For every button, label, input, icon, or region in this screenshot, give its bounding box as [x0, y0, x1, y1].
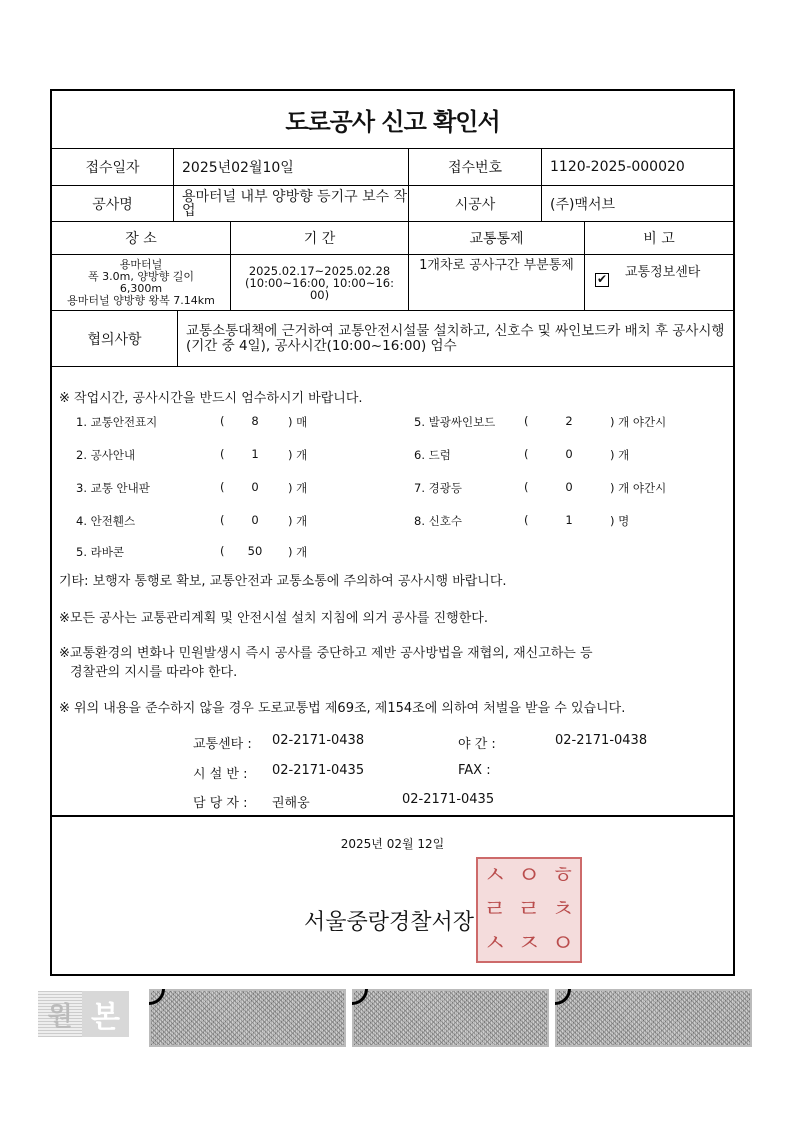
security-barcode	[555, 989, 752, 1047]
item-label: 8. 신호수	[414, 514, 462, 528]
remarks-value	[585, 255, 733, 311]
original-stamp-text: 본	[82, 991, 129, 1037]
item-label: 4. 안전휀스	[76, 514, 136, 528]
item-open: (	[220, 447, 225, 461]
remarks-text: 교통정보센타	[625, 265, 701, 280]
period-line: (10:00~16:00, 10:00~16:	[244, 275, 394, 290]
item-open: (	[524, 414, 529, 428]
confirmation-document	[50, 89, 735, 976]
manager-label: 담 당 자 :	[193, 796, 248, 811]
item-unit: ) 개	[288, 514, 308, 528]
place-value	[52, 255, 231, 311]
receipt-date: 2025년02월10일	[174, 149, 409, 186]
barcode-corner-icon	[149, 989, 165, 1005]
traffic-center-label: 교통센타 :	[193, 737, 252, 752]
item-label: 7. 경광등	[414, 481, 462, 495]
item-label: 3. 교통 안내판	[76, 481, 150, 495]
original-stamp-pattern: 원	[38, 991, 82, 1037]
item-unit: ) 개	[288, 481, 308, 495]
night-label: 야 간 :	[458, 737, 496, 752]
col-remarks-header: 비 고	[585, 222, 733, 255]
issuer-name: 서울중랑경찰서장	[304, 910, 475, 935]
facility-phone: 02-2171-0435	[272, 763, 365, 778]
project-name-label: 공사명	[52, 186, 174, 222]
original-stamp	[38, 991, 129, 1037]
item-value: 1	[565, 513, 573, 527]
item-open: (	[220, 414, 225, 428]
barcode-corner-icon	[555, 989, 571, 1005]
item-open: (	[524, 513, 529, 527]
official-seal-icon: ㅎ ㅇ ㅅ ㅊ ㄹ ㄹ ㅇ ㅈ ㅅ	[476, 857, 582, 963]
receipt-date-label: 접수일자	[52, 149, 174, 186]
item-value: 50	[247, 544, 263, 558]
item-value: 8	[251, 414, 259, 428]
col-place-header: 장 소	[52, 222, 231, 255]
item-value: 0	[565, 480, 573, 494]
document-title: 도로공사 신고 확인서	[52, 91, 733, 149]
item-value: 0	[251, 480, 259, 494]
notes-header: ※ 작업시간, 공사시간을 반드시 엄수하시기 바랍니다.	[59, 391, 363, 406]
traffic-control-value: 1개차로 공사구간 부분통제	[409, 255, 585, 311]
place-line: 용마터널 양방향 왕복 7.14km	[67, 293, 215, 307]
item-value: 0	[565, 447, 573, 461]
item-label: 5. 발광싸인보드	[414, 415, 496, 429]
item-unit: ) 개	[288, 545, 308, 559]
place-line: 6,300m	[119, 281, 163, 295]
item-unit: ) 명	[610, 514, 630, 528]
item-open: (	[220, 480, 225, 494]
traffic-center-phone: 02-2171-0438	[272, 733, 365, 748]
item-label: 5. 라바콘	[76, 545, 124, 559]
issue-date: 2025년 02월 12일	[340, 837, 445, 851]
barcode-corner-icon	[352, 989, 368, 1005]
manager-name: 권해웅	[272, 796, 310, 811]
contractor-label: 시공사	[409, 186, 542, 222]
period-value	[231, 255, 409, 311]
col-traffic-header: 교통통제	[409, 222, 585, 255]
period-line: 2025.02.17~2025.02.28	[248, 263, 391, 278]
item-unit: ) 매	[288, 415, 308, 429]
item-unit: ) 개	[610, 448, 630, 462]
signature-area	[52, 815, 733, 976]
fax-label: FAX :	[458, 763, 491, 778]
item-label: 1. 교통안전표지	[76, 415, 158, 429]
consult-label: 협의사항	[52, 311, 178, 367]
item-unit: ) 개 야간시	[610, 481, 667, 495]
security-barcode	[149, 989, 346, 1047]
notes-etc: 기타: 보행자 통행로 확보, 교통안전과 교통소통에 주의하여 공사시행 바랍니다.	[59, 574, 507, 589]
notes-rule-1: ※모든 공사는 교통관리계획 및 안전시설 설치 지침에 의거 공사를 진행한다.	[59, 611, 488, 626]
night-phone: 02-2171-0438	[555, 733, 648, 748]
manager-phone: 02-2171-0435	[402, 792, 495, 807]
item-label: 6. 드럼	[414, 448, 451, 462]
notes-rule-2-line-2: 경찰관의 지시를 따라야 한다.	[70, 665, 238, 680]
item-open: (	[524, 447, 529, 461]
receipt-no-label: 접수번호	[409, 149, 542, 186]
item-unit: ) 개	[288, 448, 308, 462]
place-line: 용마터널	[119, 257, 163, 271]
notes-rule-3: ※ 위의 내용을 준수하지 않을 경우 도로교통법 제69조, 제154조에 의하여 처벌을 받을 수 있습니다.	[59, 701, 626, 716]
item-value: 1	[251, 447, 259, 461]
item-value: 0	[251, 513, 259, 527]
consult-text: 교통소통대책에 근거하여 교통안전시설물 설치하고, 신호수 및 싸인보드카 배치 후 공사시행(기간 중 4일), 공사시간(10:00~16:00) 엄수	[178, 311, 733, 367]
item-unit: ) 개 야간시	[610, 415, 667, 429]
security-barcode	[352, 989, 549, 1047]
checkbox-checked-icon[interactable]: ✔	[596, 272, 608, 286]
period-line: 00)	[309, 287, 330, 302]
project-name: 용마터널 내부 양방향 등기구 보수 작업	[174, 186, 409, 222]
notes-rule-2-line-1: ※교통환경의 변화나 민원발생시 즉시 공사를 중단하고 제반 공사방법을 재협의, 재신고하는 등	[59, 646, 593, 661]
contractor: (주)맥서브	[542, 186, 733, 222]
item-open: (	[220, 544, 225, 558]
receipt-no: 1120-2025-000020	[542, 149, 733, 186]
col-period-header: 기 간	[231, 222, 409, 255]
item-value: 2	[565, 414, 573, 428]
place-line: 폭 3.0m, 양방향 길이	[88, 269, 194, 283]
item-open: (	[524, 480, 529, 494]
facility-label: 시 설 반 :	[193, 767, 248, 782]
item-label: 2. 공사안내	[76, 448, 136, 462]
item-open: (	[220, 513, 225, 527]
